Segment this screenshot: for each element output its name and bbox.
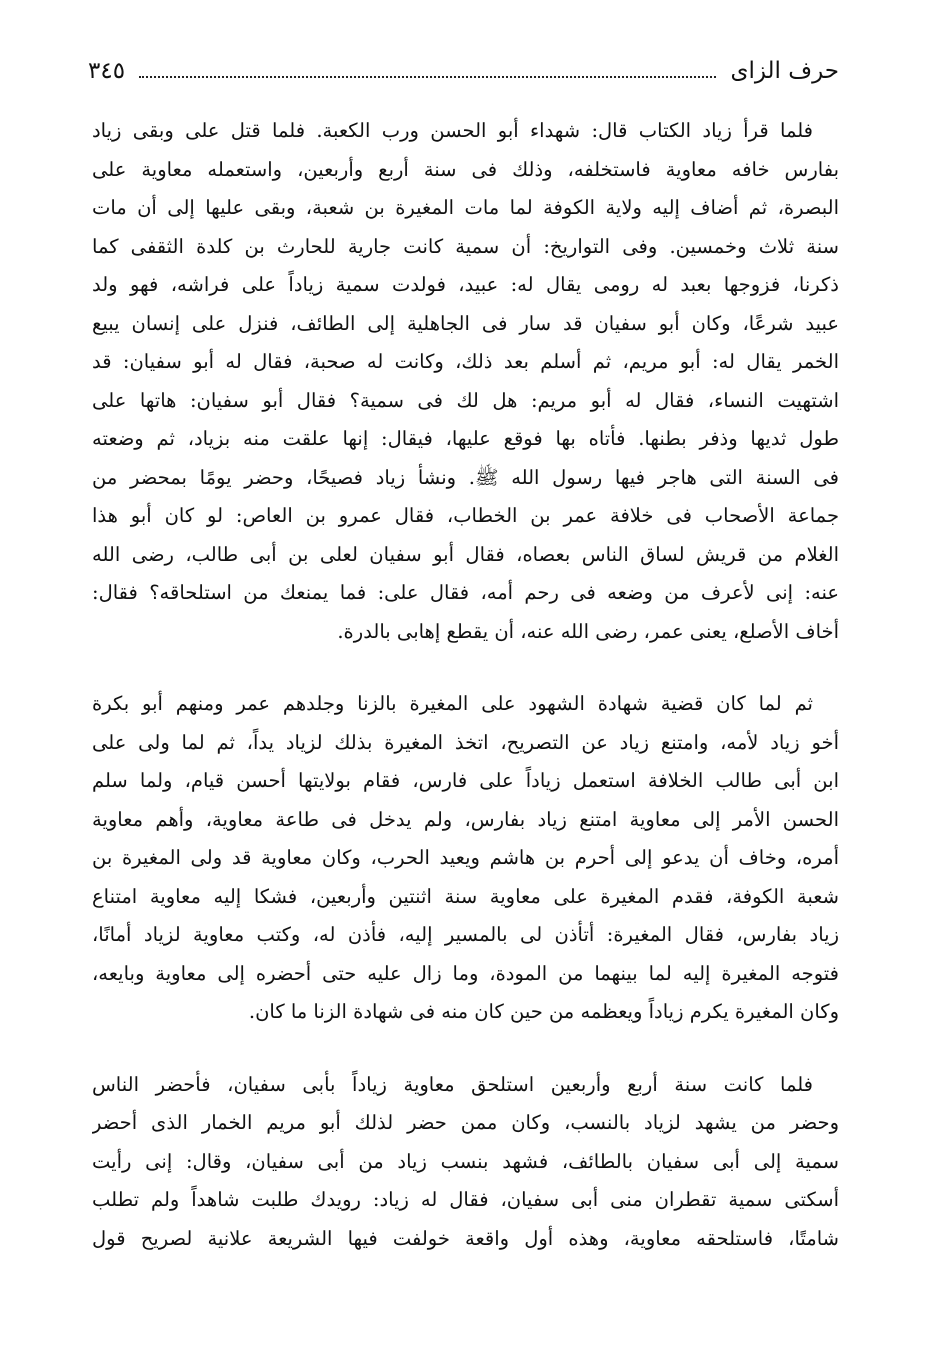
text-line: الخمر يقال له: أبو مريم، ثم أسلم بعد ذلك، وكانت له صحبة، فقال له أبو سفيان: قد xyxy=(92,350,839,373)
page-header xyxy=(88,58,839,94)
page-body xyxy=(92,112,839,1258)
text-line: جماعة الأصحاب فى خلافة عمر بن الخطاب، فقال عمرو بن العاص: لو كان أبو هذا xyxy=(92,504,839,527)
text-line: ابن أبى طالب الخلافة استعمل زياداً على فارس، فقام بولايتها أحسن قيام، ولما سلم xyxy=(92,769,839,792)
text-line: عنه: إنى لأعرف من وضعه فى رحم أمه، فقال على: فما يمنعك من استلحاقه؟ فقال: xyxy=(92,581,839,604)
text-line: فتوجه المغيرة إليه لما بينهما من المودة، وما زال عليه حتى أحضره إلى معاوية وبايعه، xyxy=(92,961,839,985)
page-number: ٣٤٥ xyxy=(88,58,126,84)
running-title: حرف الزاى xyxy=(730,58,839,84)
text-line: الغلام من قريش لساق الناس بعصاه، فقال أبو سفيان لعلى بن أبى طالب، رضى الله xyxy=(92,542,839,566)
text-line: فى السنة التى هاجر فيها رسول الله ﷺ. ونشأ زياد فصيحًا، وحضر يومًا بمحضر من xyxy=(92,465,839,489)
text-line: بفارس خافه معاوية فاستخلفه، وذلك فى سنة أربع وأربعين، واستعمله معاوية على xyxy=(92,157,839,181)
text-line: أخاف الأصلع، يعنى عمر، رضى الله عنه، أن يقطع إهابى بالدرة. xyxy=(337,619,839,643)
paragraph-3 xyxy=(92,1066,839,1259)
text-line: أسكتى سمية تقطران منى أبى سفيان، فقال له زياد: رويدك طلبت شاهداً ولم تطلب xyxy=(92,1188,839,1211)
text-line: طول ثديها وذفر بطنها. فأتاه بها فوقع عليها، فيقال: إنها علقت منه بزياد، ثم وضعته xyxy=(92,427,839,450)
text-line: ذكرنا، فزوجها بعبد له رومى يقال له: عبيد، فولدت سمية زياداً على فراشه، فهو ولد xyxy=(92,273,839,296)
text-line: أمره، وخاف أن يدعو إلى أحرم بن هاشم ويعيد الحرب، وكان معاوية قد ولى المغيرة بن xyxy=(92,846,839,869)
text-line: فلما قرأ زياد الكتاب قال: شهداء أبو الحسن ورب الكعبة. فلما قتل على وبقى زياد xyxy=(92,119,813,142)
text-line: سمية إلى أبى سفيان بالطائف، فشهد بنسب زياد من أبى سفيان، وقال: إنى رأيت xyxy=(92,1149,839,1173)
header-dotted-leader xyxy=(139,58,716,78)
text-line: شعبة الكوفة، فقدم المغيرة على معاوية سنة اثنتين وأربعين، فشكا إليه معاوية امتناع xyxy=(92,884,839,908)
text-line: فلما كانت سنة أربع وأربعين استلحق معاوية زياداً بأبى سفيان، فأحضر الناس xyxy=(92,1072,813,1096)
paragraph-gap xyxy=(92,651,839,685)
text-line: وحضر من يشهد لزياد بالنسب، وكان ممن حضر لذلك أبو مريم الخمار الذى أحضر xyxy=(92,1111,839,1134)
text-line: البصرة، ثم أضاف إليه ولاية الكوفة لما مات المغيرة بن شعبة، وبقى عليها إلى أن مات xyxy=(92,196,839,219)
text-line: اشتهيت النساء، فقال له أبو مريم: هل لك فى سمية؟ فقال أبو سفيان: هاتها على xyxy=(92,388,839,412)
text-line: سنة ثلاث وخمسين. وفى التواريخ: أن سمية كانت جارية للحارث بن كلدة الثقفى كما xyxy=(92,234,839,258)
text-line: زياد بفارس، فقال المغيرة: أتأذن لى بالمسير إليه، فأذن له، وكتب معاوية لزياد أمانًا، xyxy=(92,923,839,946)
text-line: وكان المغيرة يكرم زياداً ويعظمه من حين كان منه فى شهادة الزنا ما كان. xyxy=(248,1000,839,1023)
paragraph-gap xyxy=(92,1032,839,1066)
text-line: شامتًا، فاستلحقه معاوية، وهذه أول واقعة خولفت فيها الشريعة علانية لصريح قول xyxy=(92,1226,839,1250)
text-line: الحسن الأمر إلى معاوية امتنع زياد بفارس، ولم يدخل فى طاعة معاوية، وأهم معاوية xyxy=(92,807,839,831)
text-line: عبيد شرعًا، وكان أبو سفيان قد سار فى الجاهلية إلى الطائف، فنزل على إنسان يبيع xyxy=(92,311,839,335)
text-line: ثم لما كان قضية شهادة الشهود على المغيرة بالزنا وجلدهم عمر ومنهم أبو بكرة xyxy=(92,692,813,715)
paragraph-1 xyxy=(92,112,839,651)
paragraph-2 xyxy=(92,685,839,1032)
text-line: أخو زياد لأمه، وامتنع زياد عن التصريح، اتخذ المغيرة بذلك لزياد يداً، ثم لما ولى على xyxy=(92,730,839,754)
